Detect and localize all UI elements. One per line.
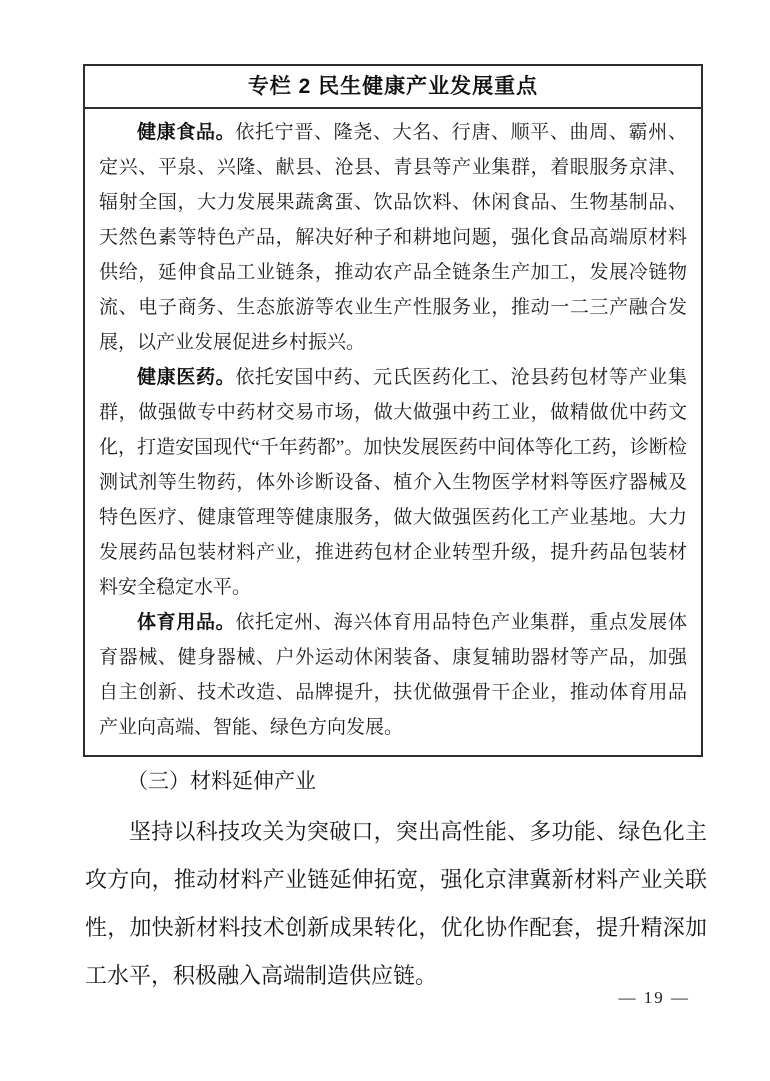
paragraph-text-sports-goods: 依托定州、海兴体育用品特色产业集群，重点发展体育器械、健身器械、户外运动休闲装备、康复辅助器材等产品，加强自主创新、技术改造、品牌提升，扶优做强骨干企业，推动体育用品产业向高端、智能、绿色方向发展。 — [99, 612, 687, 738]
page-number: — 19 — — [618, 988, 690, 1007]
column-box-title: 专栏 2 民生健康产业发展重点 — [85, 66, 701, 109]
paragraph-lead-sports-goods: 体育用品。 — [137, 612, 236, 633]
main-text-block — [85, 764, 707, 1000]
feature-column-box — [83, 64, 703, 757]
box-paragraph-health-medicine — [99, 360, 687, 605]
paragraph-lead-health-food: 健康食品。 — [137, 122, 236, 143]
section-heading-materials-industry: （三）材料延伸产业 — [127, 769, 316, 793]
section-body-paragraph: 坚持以科技攻关为突破口，突出高性能、多功能、绿色化主攻方向，推动材料产业链延伸拓宽，强化京津冀新材料产业关联性，加快新材料技术创新成果转化，优化协作配套，提升精深加工水平，积极融入高端制造供应链。 — [85, 819, 707, 988]
column-box-body — [85, 109, 701, 755]
box-paragraph-health-food — [99, 115, 687, 360]
paragraph-lead-health-medicine: 健康医药。 — [137, 367, 236, 388]
box-paragraph-sports-goods — [99, 605, 687, 745]
paragraph-text-health-food: 依托宁晋、隆尧、大名、行唐、顺平、曲周、霸州、定兴、平泉、兴隆、献县、沧县、青县等产业集群，着眼服务京津、辐射全国，大力发展果蔬禽蛋、饮品饮料、休闲食品、生物基制品、天然色素等特色产品，解决好种子和耕地问题，强化食品高端原材料供给，延伸食品工业链条，推动农产品全链条生产加工，发展冷链物流、电子商务、生态旅游等农业生产性服务业，推动一二三产融合发展，以产业发展促进乡村振兴。 — [99, 122, 687, 353]
paragraph-text-health-medicine: 依托安国中药、元氏医药化工、沧县药包材等产业集群，做强做专中药材交易市场，做大做强中药工业，做精做优中药文化，打造安国现代“千年药都”。加快发展医药中间体等化工药，诊断检测试剂等生物药，体外诊断设备、植介入生物医学材料等医疗器械及特色医疗、健康管理等健康服务，做大做强医药化工产业基地。大力发展药品包装材料产业，推进药包材企业转型升级，提升药品包装材料安全稳定水平。 — [99, 367, 687, 598]
